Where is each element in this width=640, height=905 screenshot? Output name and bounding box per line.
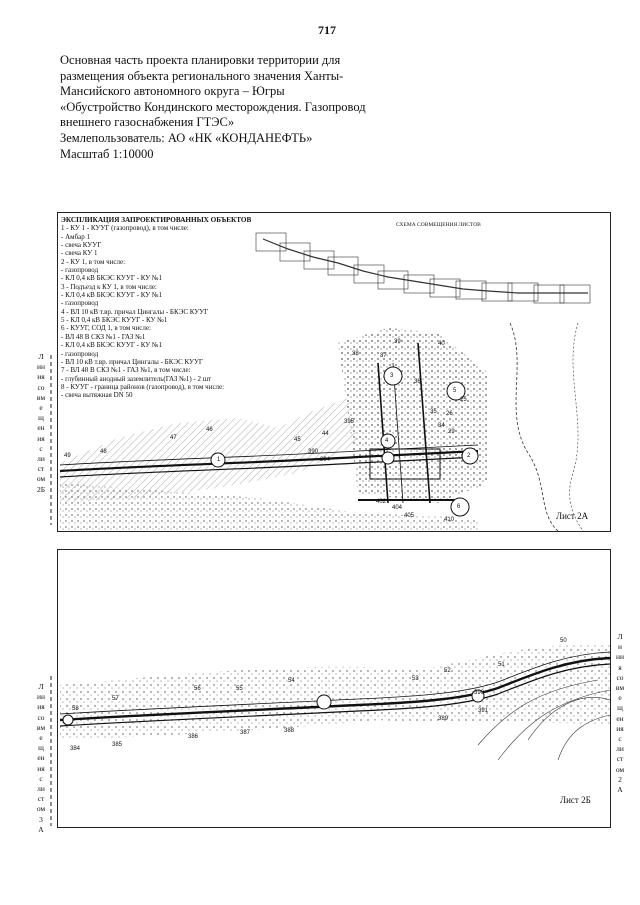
map-label: 48 <box>100 449 107 455</box>
map-label: 47 <box>170 435 177 441</box>
map-label: 54 <box>288 678 295 684</box>
legend-item: - ВЛ 48 В СКЗ №1 - ГАЗ №1 <box>61 332 146 341</box>
map-label: 386 <box>188 734 199 740</box>
header-line-6: Землепользователь: АО «НК «КОНДАНЕФТЬ» <box>60 130 313 145</box>
map-label: 387 <box>240 730 251 736</box>
match-line-label-b-right <box>612 632 628 795</box>
page-number: 717 <box>318 23 336 37</box>
map-drawing-b <box>58 550 610 827</box>
legend-item: - свеча КУУГ <box>61 241 102 250</box>
map-label: 5 <box>453 388 457 394</box>
map-label: 57 <box>112 696 119 702</box>
sheet-label-2a: Лист 2А <box>556 511 589 521</box>
map-label: 395 <box>344 419 355 425</box>
map-label: 38 <box>352 351 359 357</box>
map-label: 391 <box>478 708 489 714</box>
map-label: 394 <box>320 457 331 463</box>
map-label: 49 <box>64 453 71 459</box>
map-label: 390 <box>308 449 319 455</box>
map-label: 51 <box>498 662 505 668</box>
document-header <box>60 53 390 162</box>
map-label: 410 <box>444 517 455 523</box>
match-line-a <box>48 355 54 525</box>
map-label: 29 <box>448 429 455 435</box>
map-label: 55 <box>236 686 243 692</box>
legend-item: - газопровод <box>61 266 99 275</box>
legend-item: 5 - КЛ 0,4 кВ БКЭС КУУГ - КУ №1 <box>61 316 168 325</box>
legend-item: - КЛ 0,4 кВ БКЭС КУУГ - КУ №1 <box>61 274 163 283</box>
legend-item: - КЛ 0,4 кВ БКЭС КУУГ - КУ №1 <box>61 291 163 300</box>
legend-explication <box>61 216 301 400</box>
map-label: 4 <box>385 438 389 444</box>
map-label: 40 <box>438 341 445 347</box>
legend-item: 7 - ВЛ 48 В СКЗ №1 - ГАЗ №1, в том числе: <box>61 366 191 375</box>
map-label: 58 <box>72 706 79 712</box>
match-line-label-b-left <box>33 682 49 835</box>
map-label: 35 <box>430 409 437 415</box>
map-label: 52 <box>444 668 451 674</box>
map-label: 405 <box>404 513 415 519</box>
map-label: 46 <box>206 427 213 433</box>
map-label: 50 <box>560 638 567 644</box>
legend-item: - газопровод <box>61 299 99 308</box>
scheme-title: СХЕМА СОВМЕЩЕНИЯ ЛИСТОВ <box>396 222 481 228</box>
map-label: 45 <box>294 437 301 443</box>
map-label: 25 <box>460 397 467 403</box>
map-label: 44 <box>322 431 329 437</box>
map-label: 37 <box>380 353 387 359</box>
legend-item: 6 - КУУГ, СОД 1, в том числе: <box>61 324 151 333</box>
legend-item: - глубинный анодный заземлитель(ГАЗ №1) - 2 шт <box>61 374 212 383</box>
map-label: 404 <box>392 505 403 511</box>
legend-item: 8 - КУУГ - граница районов (газопровод), в том числе: <box>61 382 225 391</box>
map-label: 34 <box>438 423 445 429</box>
legend-item: - КЛ 0,4 кВ БКЭС КУУГ - КУ №1 <box>61 341 163 350</box>
legend-title: ЭКСПЛИКАЦИЯ ЗАПРОЕКТИРОВАННЫХ ОБЪЕКТОВ <box>61 216 252 224</box>
legend-item: 3 - Подъезд к КУ 1, в том числе: <box>61 282 157 291</box>
legend-item: - свеча КУ 1 <box>61 249 98 258</box>
match-line-b-left <box>48 676 54 826</box>
match-line-text-a: Л ин ия со вм е щ ен ия с ли ст ом 2Б <box>36 352 46 494</box>
map-label: 26 <box>446 411 453 417</box>
map-label: 1 <box>217 457 221 463</box>
legend-item: 4 - ВЛ 10 кВ т.вр. причал Цингалы - БКЭС КУУГ <box>61 307 209 316</box>
map-label: 36 <box>414 379 421 385</box>
map-label: 390 <box>474 690 485 696</box>
map-label: 402 <box>376 499 387 505</box>
map-label: 3 <box>390 373 394 379</box>
header-line-4: «Обустройство Кондинского месторождения. Газопровод <box>60 99 366 114</box>
map-label: 389 <box>438 716 449 722</box>
header-line-5: внешнего газоснабжения ГТЭС» <box>60 115 235 130</box>
map-label: 388 <box>284 728 295 734</box>
legend-item: - ВЛ 10 кВ т.вр. причал Цингалы - БКЭС КУУГ <box>61 357 203 366</box>
header-line-3: Мансийского автономного округа – Югры <box>60 84 285 99</box>
legend-item: - газопровод <box>61 349 99 358</box>
map-label: 56 <box>194 686 201 692</box>
map-label: 39 <box>394 339 401 345</box>
sheet-index-scheme <box>256 233 590 303</box>
match-line-label-a <box>33 352 49 495</box>
map-sheet-2a <box>57 212 611 532</box>
map-label: 385 <box>112 742 123 748</box>
legend-item: - Амбар 1 <box>61 232 90 241</box>
header-line-1: Основная часть проекта планировки территории для <box>60 53 341 67</box>
legend-item: 2 - КУ 1, в том числе: <box>61 257 126 266</box>
match-line-text-b-left: Л ин ия со вм е щ ен ия с ли ст ом 3 А <box>36 682 46 834</box>
legend-item: 1 - КУ 1 - КУУГ (газопровод), в том числе: <box>61 224 189 233</box>
map-label: 6 <box>457 504 461 510</box>
map-sheet-2b <box>57 549 611 828</box>
legend-item: - свеча вытяжная DN 50 <box>61 391 133 400</box>
map-label: 384 <box>70 746 81 752</box>
legend-list <box>61 224 301 399</box>
map-label: 53 <box>412 676 419 682</box>
header-line-7: Масштаб 1:10000 <box>60 146 154 161</box>
map-label: 2 <box>467 453 471 459</box>
sheet-label-2b: Лист 2Б <box>560 795 591 805</box>
header-line-2: размещения объекта регионального значения Ханты- <box>60 68 344 83</box>
match-line-text-b-right: Л и ни я со вм е щ ен ия с ли ст ом 2 А <box>615 632 625 795</box>
